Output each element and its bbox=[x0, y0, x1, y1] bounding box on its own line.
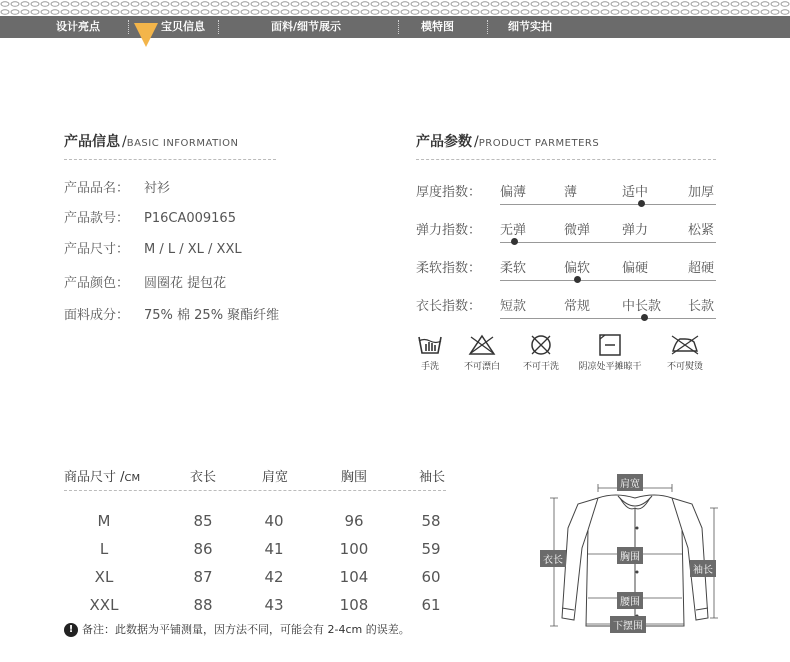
size-label: XXL bbox=[89, 596, 119, 614]
param-option: 偏薄 bbox=[500, 185, 527, 200]
diagram-label-chest: 胸围 bbox=[617, 547, 643, 564]
size-value: 41 bbox=[264, 540, 284, 558]
diagram-label-shoulder: 肩宽 bbox=[617, 474, 643, 491]
param-option: 微弹 bbox=[564, 223, 591, 238]
basic-info-title: 产品信息 /BASIC INFORMATION bbox=[64, 134, 239, 150]
info-row-fabric: 面料成分： 75% 棉 25% 聚酯纤维 bbox=[64, 308, 280, 323]
tab-fabric-details[interactable]: 面料/细节展示 bbox=[271, 20, 342, 33]
mid-decoration-chain bbox=[0, 8, 790, 16]
care-item-no-dry-clean bbox=[506, 333, 576, 372]
param-option: 无弹 bbox=[500, 223, 527, 238]
param-option: 加厚 bbox=[688, 185, 715, 200]
diagram-label-waist: 腰围 bbox=[617, 592, 643, 609]
param-option: 薄 bbox=[564, 185, 578, 200]
tab-model-photos[interactable]: 模特图 bbox=[421, 20, 454, 33]
diagram-label-length: 衣长 bbox=[540, 550, 566, 567]
size-value: 87 bbox=[193, 568, 213, 586]
care-item-dry-flat bbox=[575, 333, 645, 372]
nav-separator bbox=[218, 20, 219, 34]
size-value: 42 bbox=[264, 568, 284, 586]
divider bbox=[64, 159, 276, 160]
nav-separator bbox=[487, 20, 488, 34]
size-value: 58 bbox=[421, 512, 441, 530]
warning-icon: ! bbox=[64, 623, 78, 637]
info-row-colors: 产品颜色： 圆圈花 提包花 bbox=[64, 276, 227, 291]
param-row bbox=[416, 181, 716, 211]
size-col-header: 肩宽 bbox=[262, 470, 289, 485]
care-label: 阴凉处平摊晾干 bbox=[578, 362, 642, 372]
size-col-header: 袖长 bbox=[419, 470, 446, 485]
param-option: 中长款 bbox=[622, 299, 662, 314]
size-label: L bbox=[99, 540, 109, 558]
nav-separator bbox=[398, 20, 399, 34]
param-scale-line bbox=[500, 280, 716, 281]
param-selected-dot bbox=[641, 314, 648, 321]
tab-design-highlights[interactable]: 设计亮点 bbox=[56, 20, 100, 33]
param-option: 适中 bbox=[622, 185, 649, 200]
param-label: 厚度指数： bbox=[416, 185, 482, 200]
shirt-measurement-diagram bbox=[540, 468, 730, 633]
param-selected-dot bbox=[511, 238, 518, 245]
param-scale-line bbox=[500, 242, 716, 243]
top-decoration-chain bbox=[0, 0, 790, 8]
nav-separator bbox=[128, 20, 129, 34]
size-value: 60 bbox=[421, 568, 441, 586]
diagram-label-sleeve: 袖长 bbox=[690, 560, 716, 577]
param-option: 偏软 bbox=[564, 261, 591, 276]
param-label: 衣长指数： bbox=[416, 299, 482, 314]
tab-product-info[interactable]: 宝贝信息 bbox=[161, 20, 205, 33]
param-scale-line bbox=[500, 204, 716, 205]
info-row-name: 产品品名： 衬衫 bbox=[64, 181, 171, 196]
size-value: 43 bbox=[264, 596, 284, 614]
param-selected-dot bbox=[638, 200, 645, 207]
section-nav-bar bbox=[0, 16, 790, 38]
param-option: 长款 bbox=[688, 299, 715, 314]
size-value: 104 bbox=[339, 568, 369, 586]
diagram-label-hem: 下摆围 bbox=[610, 616, 646, 633]
param-option: 短款 bbox=[500, 299, 527, 314]
no-dry-clean-icon bbox=[528, 333, 554, 357]
param-option: 松紧 bbox=[688, 223, 715, 238]
care-label: 不可熨烫 bbox=[666, 362, 703, 372]
param-option: 偏硬 bbox=[622, 261, 649, 276]
size-value: 88 bbox=[193, 596, 213, 614]
size-table-header-label: 商品尺寸 /CM bbox=[64, 470, 141, 485]
param-scale-line bbox=[500, 318, 716, 319]
active-tab-arrow-icon bbox=[134, 23, 158, 47]
measurement-note: ! 备注：此数据为平铺测量，因方法不同，可能会有 2-4cm 的误差。 bbox=[64, 621, 410, 637]
size-value: 108 bbox=[339, 596, 369, 614]
param-option: 弹力 bbox=[622, 223, 649, 238]
param-row bbox=[416, 295, 716, 325]
size-col-header: 衣长 bbox=[190, 470, 217, 485]
size-table-divider bbox=[64, 490, 446, 491]
size-label: M bbox=[97, 512, 111, 530]
param-row bbox=[416, 219, 716, 249]
size-value: 86 bbox=[193, 540, 213, 558]
size-value: 85 bbox=[193, 512, 213, 530]
size-value: 40 bbox=[264, 512, 284, 530]
care-label: 不可干洗 bbox=[522, 362, 559, 372]
param-option: 常规 bbox=[564, 299, 591, 314]
info-row-sizes: 产品尺寸： M / L / XL / XXL bbox=[64, 242, 242, 257]
size-label: XL bbox=[94, 568, 114, 586]
tab-detail-photos[interactable]: 细节实拍 bbox=[508, 20, 552, 33]
care-label: 不可漂白 bbox=[463, 362, 500, 372]
product-params-title: 产品参数 /PRODUCT PARMETERS bbox=[416, 134, 600, 150]
dry-flat-shade-icon bbox=[597, 333, 623, 357]
size-col-header: 胸围 bbox=[341, 470, 368, 485]
param-option: 超硬 bbox=[688, 261, 715, 276]
param-option: 柔软 bbox=[500, 261, 527, 276]
info-row-style-no: 产品款号： P16CA009165 bbox=[64, 211, 236, 226]
no-iron-icon bbox=[669, 333, 701, 357]
size-value: 61 bbox=[421, 596, 441, 614]
param-label: 弹力指数： bbox=[416, 223, 482, 238]
care-item-no-iron bbox=[650, 333, 720, 372]
no-bleach-icon bbox=[467, 333, 497, 357]
size-value: 100 bbox=[339, 540, 369, 558]
size-value: 96 bbox=[344, 512, 364, 530]
care-label: 手洗 bbox=[420, 362, 439, 372]
size-value: 59 bbox=[421, 540, 441, 558]
divider bbox=[416, 159, 716, 160]
param-label: 柔软指数： bbox=[416, 261, 482, 276]
param-row bbox=[416, 257, 716, 287]
hand-wash-icon bbox=[416, 333, 444, 357]
param-selected-dot bbox=[574, 276, 581, 283]
